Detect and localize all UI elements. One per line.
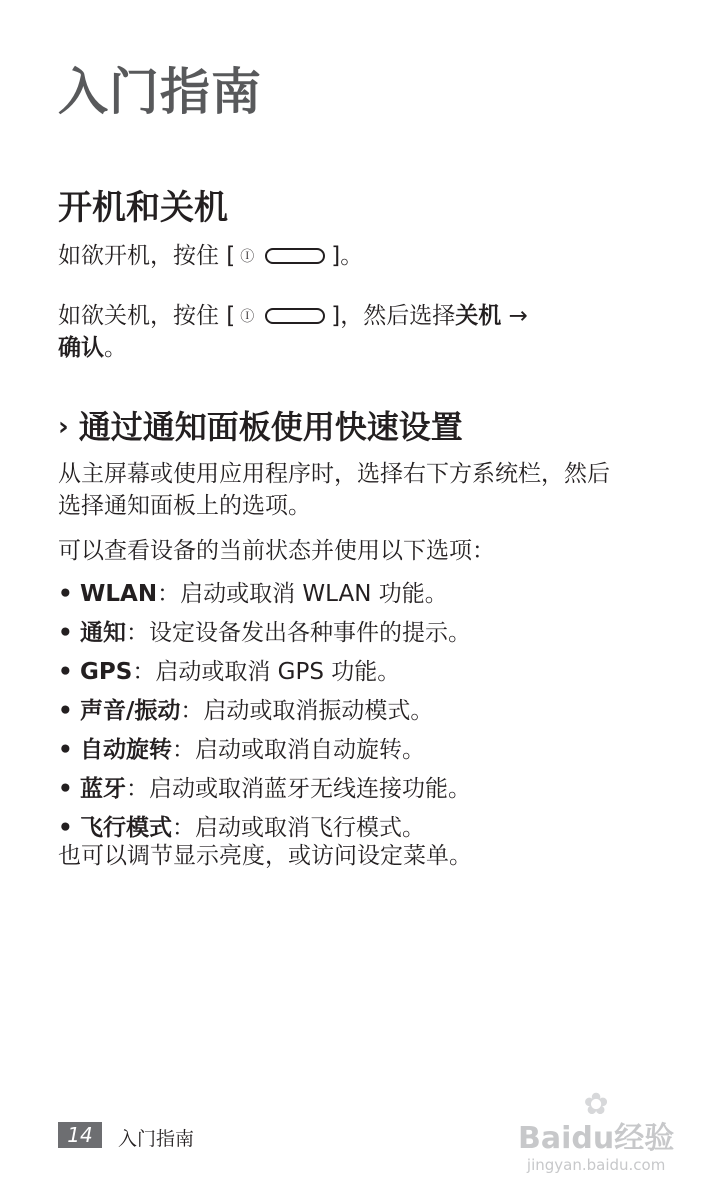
item-desc: ：启动或取消振动模式。 [180,698,434,724]
item-term: 蓝牙 [80,776,126,802]
list-item [58,731,471,770]
page-number: 14 [58,1122,102,1148]
power-symbol-icon: Ⓘ [240,308,255,325]
item-desc: ：启动或取消自动旋转。 [172,737,425,763]
subsection-title-text: 通过通知面板使用快速设置 [78,408,463,446]
power-off-text: 如欲关机，按住 [ [58,303,236,329]
side-key-icon [265,308,325,324]
subsection-title [58,402,463,448]
item-term: 飞行模式 [80,815,172,841]
chapter-title: 入门指南 [58,63,262,121]
bullet: • [58,620,73,646]
power-off-text-end: 。 [104,335,127,361]
bullet: • [58,581,73,607]
closing-paragraph: 也可以调节显示亮度，或访问设定菜单。 [58,843,472,869]
item-desc: ：启动或取消 WLAN 功能。 [157,581,448,607]
power-off-text-middle: ]，然后选择 [331,303,456,329]
power-symbol-icon: Ⓘ [240,248,255,265]
arrow: → [501,303,528,329]
side-key-icon [265,248,325,264]
section-title: 开机和关机 [58,188,228,228]
item-term: WLAN [80,581,158,607]
bullet: • [58,737,73,763]
confirm-option: 确认 [58,335,104,361]
view-line: 可以查看设备的当前状态并使用以下选项： [58,538,495,564]
list-item [58,770,471,809]
watermark-url: jingyan.baidu.com [526,1156,666,1174]
power-on-instruction [58,240,658,272]
power-off-instruction [58,300,658,364]
list-item [58,575,471,614]
power-key-icon [237,306,329,328]
baidu-watermark [518,1088,674,1174]
chevron-right-icon: › [58,412,69,442]
bullet: • [58,659,73,685]
item-term: 声音/振动 [80,698,181,724]
footer-chapter-label: 入门指南 [118,1128,195,1150]
item-term: 自动旋转 [80,737,172,763]
bullet: • [58,698,73,724]
list-item [58,692,471,731]
item-desc: ：启动或取消飞行模式。 [172,815,425,841]
item-term: GPS [80,659,133,685]
bullet: • [58,776,73,802]
power-off-option: 关机 [455,303,502,329]
watermark-brand: Baidu经验 [518,1121,675,1156]
quick-settings-list [58,575,471,848]
item-desc: ：设定设备发出各种事件的提示。 [126,620,471,646]
list-item [58,614,471,653]
item-desc: ：启动或取消 GPS 功能。 [132,659,401,685]
item-desc: ：启动或取消蓝牙无线连接功能。 [126,776,471,802]
list-item [58,653,471,692]
power-on-text-end: ]。 [331,243,364,269]
power-key-icon [237,246,329,268]
item-term: 通知 [80,620,126,646]
bullet: • [58,815,73,841]
power-on-text: 如欲开机，按住 [ [58,243,236,269]
paw-icon: ✿ [583,1087,609,1122]
intro-paragraph: 从主屏幕或使用应用程序时，选择右下方系统栏，然后选择通知面板上的选项。 [58,461,610,519]
